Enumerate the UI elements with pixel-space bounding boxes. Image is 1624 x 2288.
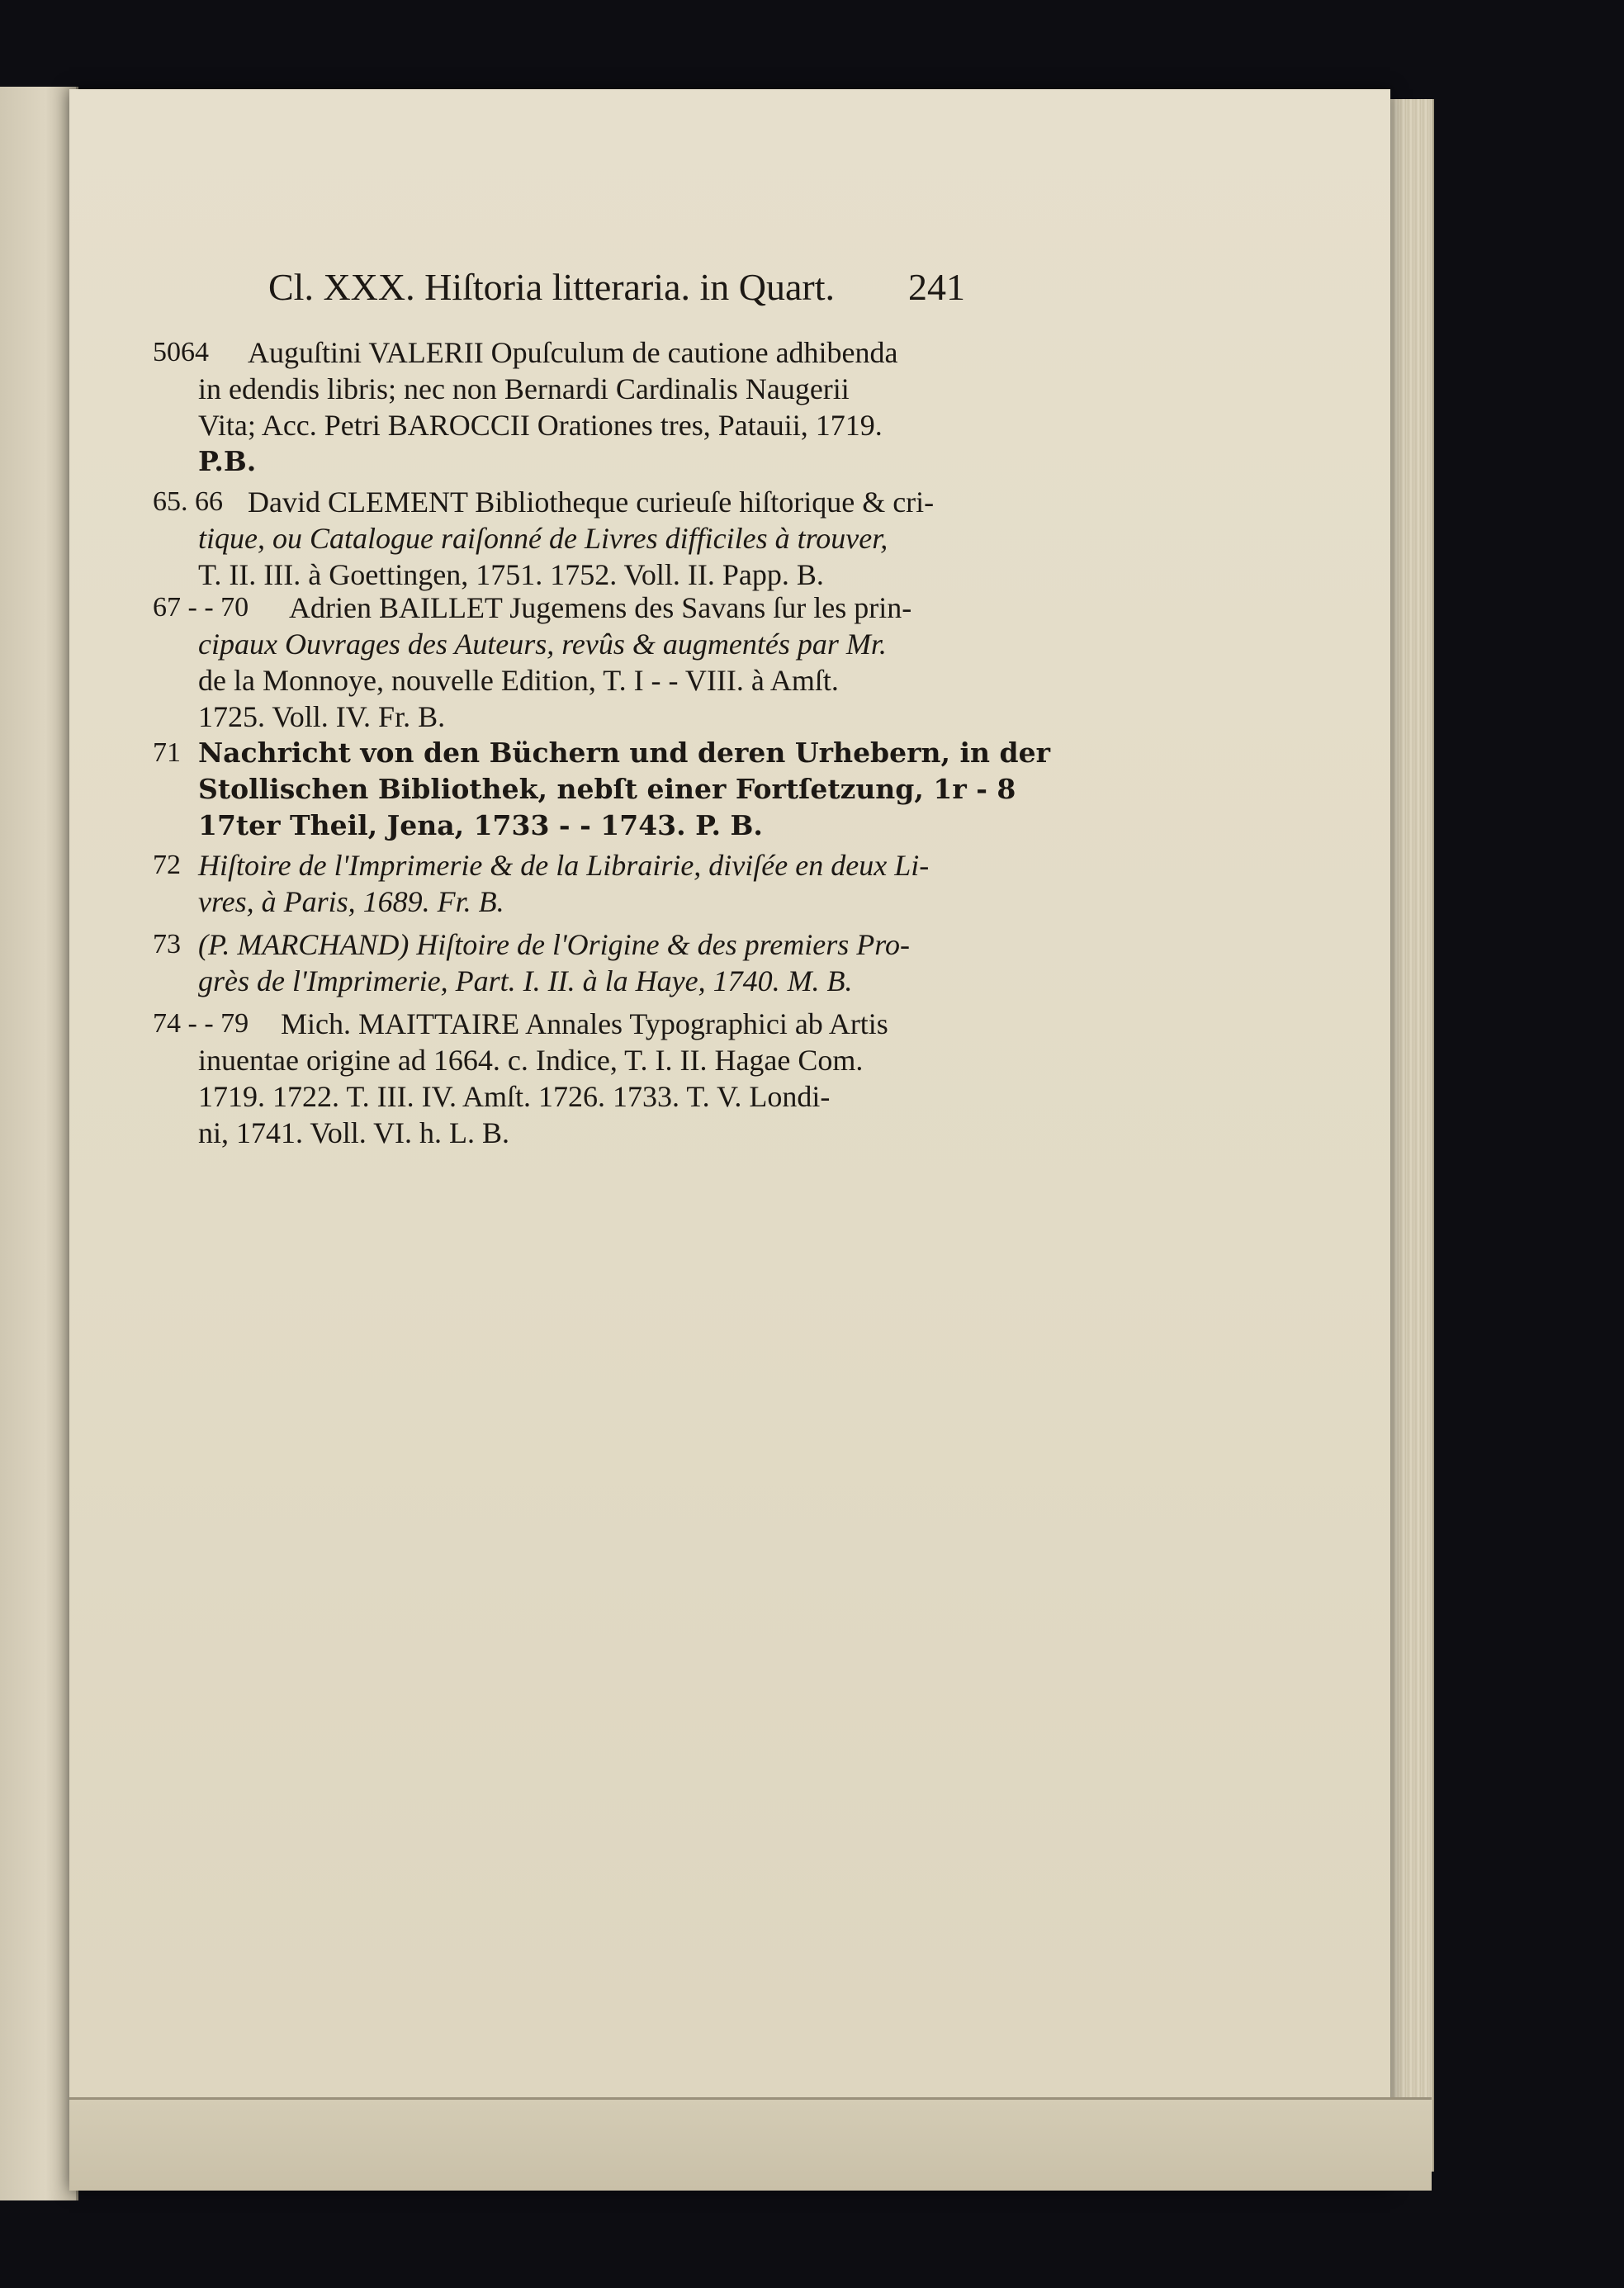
entry-line: 17ter Theil, Jena, 1733 - - 1743. P. B.: [198, 809, 763, 841]
entry-line: Vita; Acc. Petri BAROCCII Orationes tres, Patauii, 1719.: [198, 409, 883, 442]
entry-number: 71: [153, 737, 181, 768]
entry-line: inuentae origine ad 1664. c. Indice, T. I. II. Hagae Com.: [198, 1044, 864, 1077]
entry-line: (P. MARCHAND) Hiſtoire de l'Origine & des premiers Pro-: [198, 928, 910, 961]
entry-line: Nachricht von den Büchern und deren Urhebern, in der: [198, 737, 1050, 769]
entry-line: 1725. Voll. IV. Fr. B.: [198, 700, 446, 733]
entry-line: Stollischen Bibliothek, nebſt einer Fortſetzung, 1r - 8: [198, 773, 1016, 805]
entry-number: 72: [153, 850, 181, 880]
entry-line: Auguſtini VALERII Opuſculum de cautione adhibenda: [248, 336, 898, 369]
entry-line: Mich. MAITTAIRE Annales Typographici ab Artis: [281, 1007, 888, 1040]
entry-line: tique, ou Catalogue raiſonné de Livres difficiles à trouver,: [198, 522, 888, 555]
entry-line: in edendis libris; nec non Bernardi Cardinalis Naugerii: [198, 372, 850, 405]
entry-number: 73: [153, 929, 181, 959]
entry-line: P.B.: [198, 445, 257, 477]
entry-line: ni, 1741. Voll. VI. h. L. B.: [198, 1116, 510, 1149]
entry-number: 67 - - 70: [153, 592, 249, 623]
running-head: Cl. XXX. Hiſtoria litteraria. in Quart.: [268, 266, 836, 308]
entry-number: 5064: [153, 337, 209, 367]
entry-line: David CLEMENT Bibliotheque curieuſe hiſtorique & cri-: [248, 486, 935, 519]
entry-number: 74 - - 79: [153, 1008, 249, 1039]
entry-line: cipaux Ouvrages des Auteurs, revûs & augmentés par Mr.: [198, 628, 887, 661]
page-number: 241: [908, 266, 965, 308]
entry-line: T. II. III. à Goettingen, 1751. 1752. Voll. II. Papp. B.: [198, 558, 824, 591]
entry-number: 65. 66: [153, 486, 223, 517]
entry-line: grès de l'Imprimerie, Part. I. II. à la Haye, 1740. M. B.: [198, 964, 853, 997]
entry-line: Hiſtoire de l'Imprimerie & de la Librairie, diviſée en deux Li-: [198, 849, 930, 882]
entry-line: de la Monnoye, nouvelle Edition, T. I - - VIII. à Amſt.: [198, 664, 839, 697]
entry-line: vres, à Paris, 1689. Fr. B.: [198, 885, 504, 918]
entry-line: Adrien BAILLET Jugemens des Savans ſur les prin-: [289, 591, 912, 624]
entry-line: 1719. 1722. T. III. IV. Amſt. 1726. 1733. T. V. Londi-: [198, 1080, 831, 1113]
